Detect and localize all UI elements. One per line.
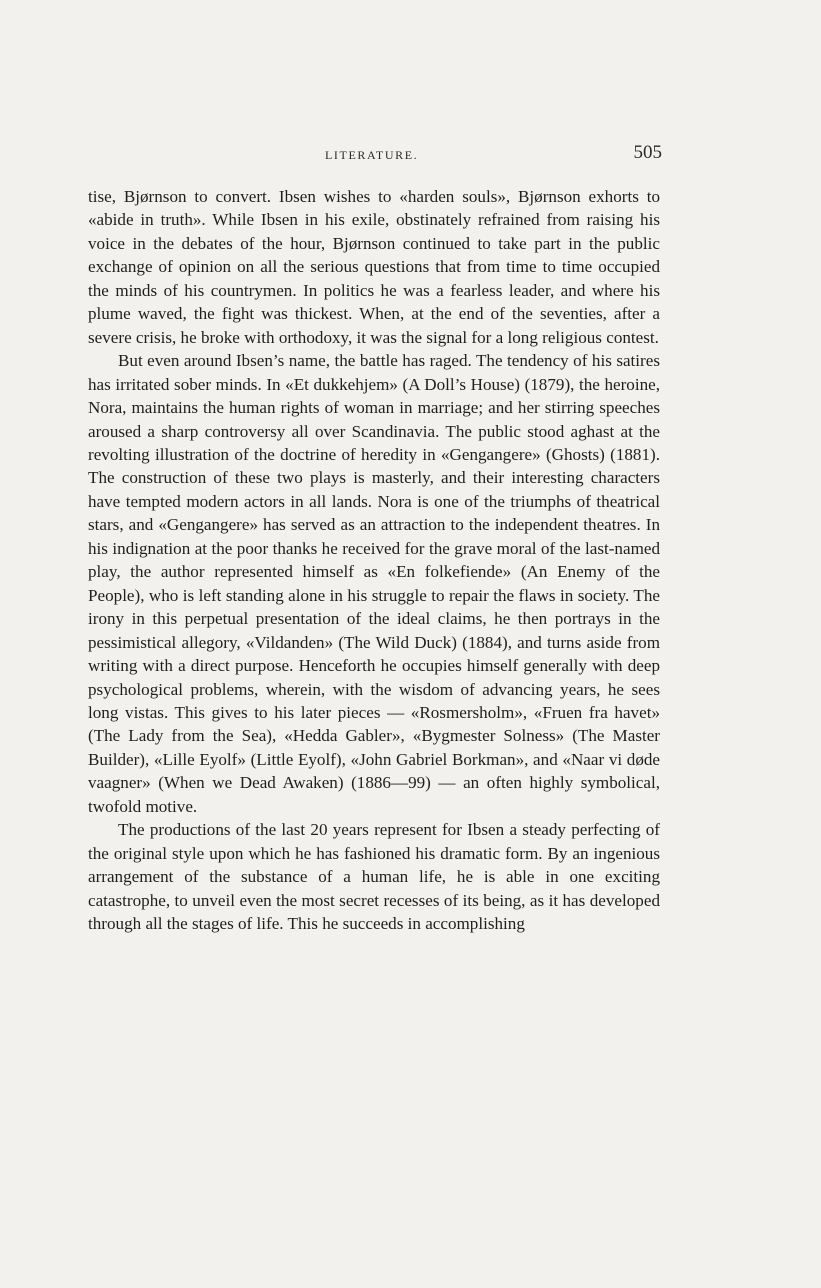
paragraph-3: The productions of the last 20 years represent for Ibsen a steady perfecting of the original style upon which he has fashioned his dramatic form. By an ingenious arrangement of the substance of a human life, he is able in one exciting catastrophe, to unveil even the most secret recesses of its being, as it has developed through all the stages of life. This he succeeds in accomplishing <box>88 820 660 934</box>
paragraph-1: tise, Bjørnson to convert. Ibsen wishes to «harden souls», Bjørnson exhorts to «abide in truth». While Ibsen in his exile, obstinately refrained from raising his voice in the debates of the hour, Bjørnson continued to take part in the public exchange of opinion on all the serious questions that from time to time occupied the minds of his countrymen. In politics he was a fearless leader, and where his plume waved, the fight was thickest. When, at the end of the seventies, after a severe crisis, he broke with orthodoxy, it was the signal for a long religious contest. <box>88 187 660 347</box>
running-head-title: LITERATURE. <box>325 148 419 162</box>
paragraph-2: But even around Ibsen’s name, the battle has raged. The tendency of his satires has irritated sober minds. In «Et dukkehjem» (A Doll’s House) (1879), the heroine, Nora, maintains the human rights of woman in marriage; and her stirring speeches aroused a sharp controversy all over Scandinavia. The public stood aghast at the revolting illustration of the doctrine of heredity in «Gengangere» (Ghosts) (1881). The construction of these two plays is masterly, and their interesting characters have tempted modern actors in all lands. Nora is one of the triumphs of theatrical stars, and «Gengangere» has served as an attraction to the independent theatres. In his indignation at the poor thanks he received for the grave moral of the last-named play, the author represented himself as «En folkefiende» (An Enemy of the People), who is left standing alone in his struggle to repair the flaws in society. The irony in this perpetual presentation of the ideal claims, he then portrays in the pessimistical allegory, «Vildanden» (The Wild Duck) (1884), and turns aside from writing with a direct purpose. Henceforth he occupies himself generally with deep psychological problems, wherein, with the wisdom of advancing years, he sees long vistas. This gives to his later pieces — «Rosmersholm», «Fruen fra havet» (The Lady from the Sea), «Hedda Gabler», «Bygmester Solness» (The Master Builder), «Lille Eyolf» (Little Eyolf), «John Gabriel Borkman», and «Naar vi døde vaagner» (When we Dead Awaken) (1886—99) — an often highly symbolical, twofold motive. <box>88 351 660 816</box>
running-head <box>88 142 662 166</box>
body-text <box>88 185 660 936</box>
page-number: 505 <box>633 142 662 163</box>
